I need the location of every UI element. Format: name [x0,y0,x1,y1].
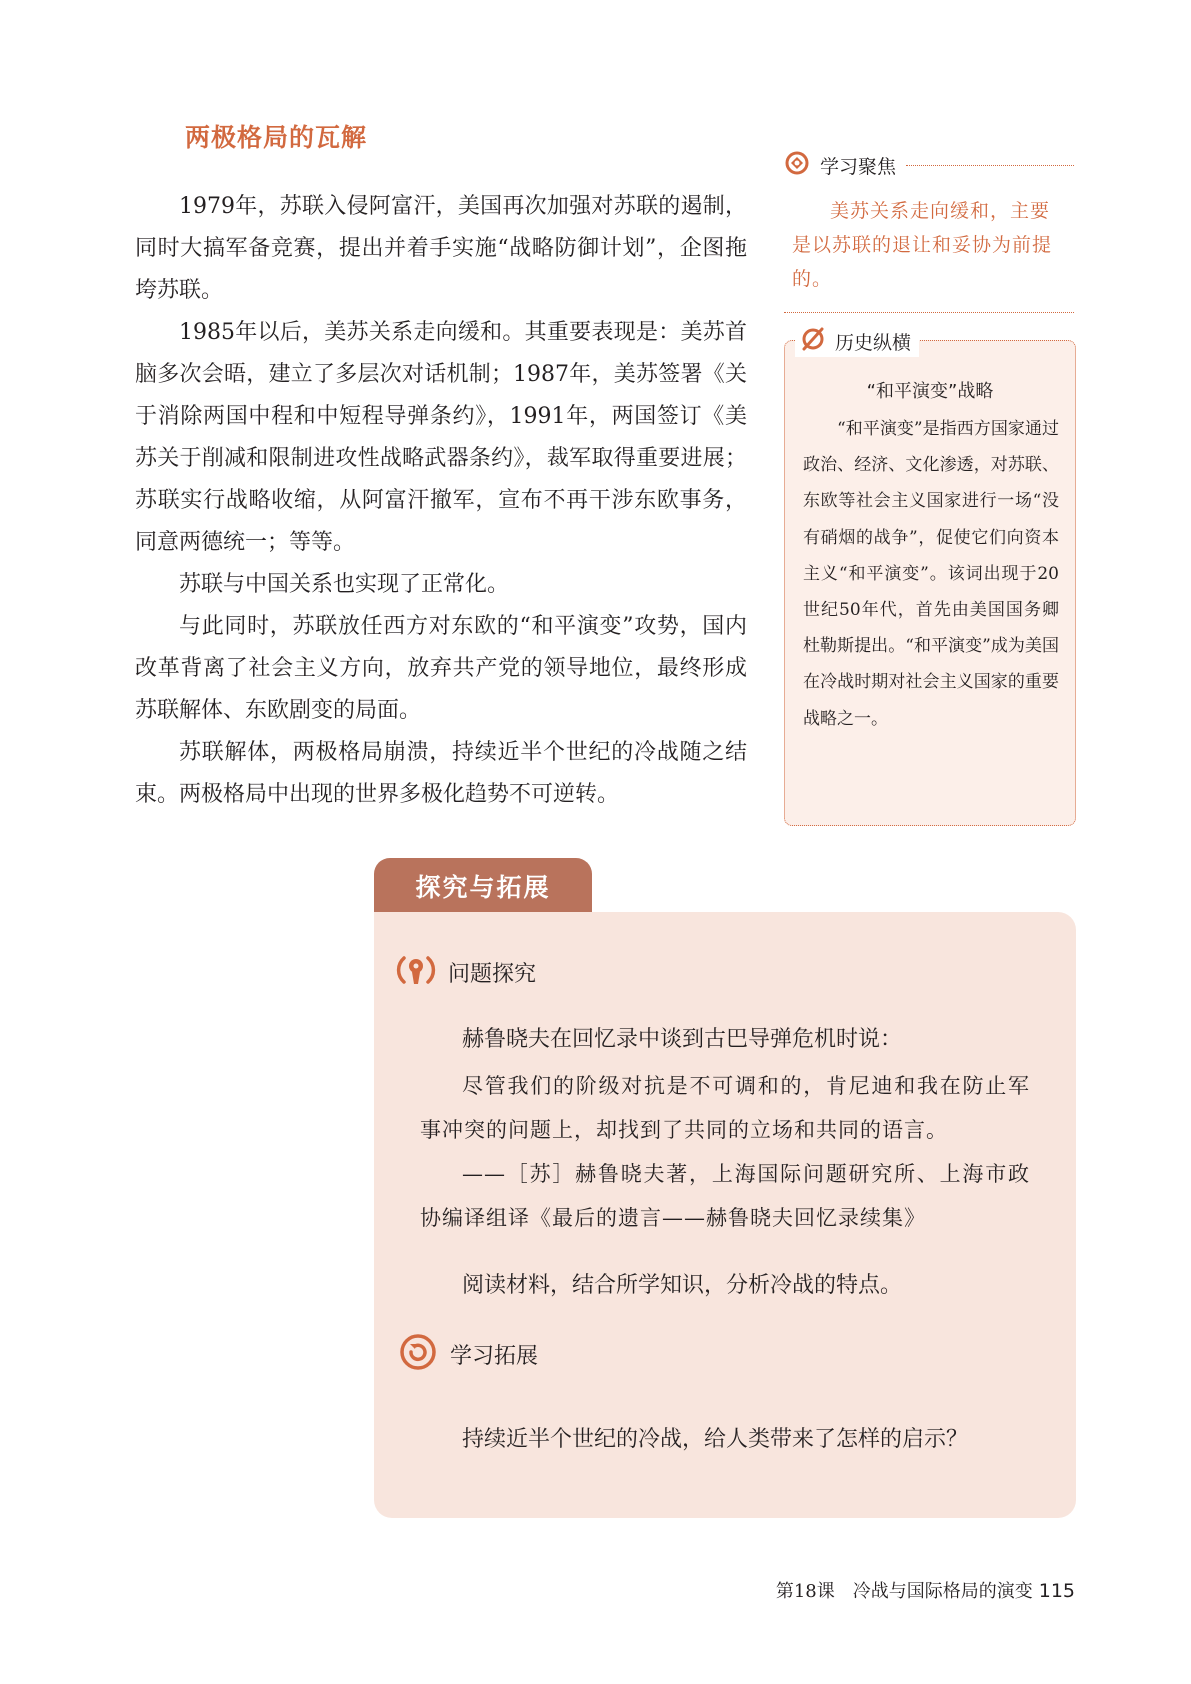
focus-text: 美苏关系走向缓和，主要是以苏联的退让和妥协为前提的。 [792,200,1053,290]
question-heading [396,950,536,994]
study-focus-box [784,150,1074,313]
lesson-title: 第18课 冷战与国际格局的演变 [775,1581,1033,1602]
focus-label: 学习聚焦 [820,155,897,178]
paragraph: 苏联与中国关系也实现了正常化。 [179,572,510,597]
question-intro: 赫鲁晓夫在回忆录中谈到古巴导弹危机时说： [462,1027,903,1052]
divider [784,312,1074,313]
explore-panel [374,912,1076,1518]
main-text [135,186,747,816]
paragraph: 苏联解体，两极格局崩溃，持续近半个世纪的冷战随之结束。两极格局中出现的世界多极化趋势不可逆转。 [135,740,747,807]
page-footer [776,1577,1075,1603]
section-title: 两极格局的瓦解 [185,123,368,152]
quote-source: ——［苏］赫鲁晓夫著，上海国际问题研究所、上海市政协编译组译《最后的遗言——赫鲁晓夫回忆录续集》 [420,1162,1030,1230]
page-number: 115 [1038,1580,1075,1602]
expand-icon [398,1332,438,1376]
paragraph: 1979年，苏联入侵阿富汗，美国再次加强对苏联的遏制，同时大搞军备竞赛，提出并着手实施“战略防御计划”，企图拖垮苏联。 [135,194,747,303]
history-label: 历史纵横 [835,331,912,354]
expand-heading [398,1332,538,1376]
question-task: 阅读材料，结合所学知识，分析冷战的特点。 [462,1273,903,1298]
quote-text: 尽管我们的阶级对抗是不可调和的，肯尼迪和我在防止军事冲突的问题上，却找到了共同的立场和共同的语言。 [420,1074,1030,1142]
focus-icon [784,150,810,180]
quote-block [420,1064,1030,1240]
divider [906,165,1074,166]
history-text: “和平演变”是指西方国家通过政治、经济、文化渗透，对苏联、东欧等社会主义国家进行一场“没有硝烟的战争”，促使它们向资本主义“和平演变”。该词出现于20世纪50年代，首先由美国国务卿杜勒斯提出。“和平演变”成为美国在冷战时期对社会主义国家的重要战略之一。 [803,419,1059,729]
expand-question: 持续近半个世纪的冷战，给人类带来了怎样的启示？ [462,1427,969,1452]
explore-tab: 探究与拓展 [374,858,592,914]
paragraph: 1985年以后，美苏关系走向缓和。其重要表现是：美苏首脑多次会晤，建立了多层次对话机制；1987年，美苏签署《关于消除两国中程和中短程导弹条约》，1991年，两国签订《美苏关于削减和限制进攻性战略武器条约》，裁军取得重要进展；苏联实行战略收缩，从阿富汗撤军，宣布不再干涉东欧事务，同意两德统一；等等。 [135,320,747,555]
history-title: “和平演变”战略 [866,381,994,402]
expand-label: 学习拓展 [450,1343,539,1369]
paragraph: 与此同时，苏联放任西方对东欧的“和平演变”攻势，国内改革背离了社会主义方向，放弃共产党的领导地位，最终形成苏联解体、东欧剧变的局面。 [135,614,747,723]
history-box [784,331,1076,826]
question-icon [396,950,436,994]
history-icon [799,325,827,357]
question-label: 问题探究 [448,961,537,987]
